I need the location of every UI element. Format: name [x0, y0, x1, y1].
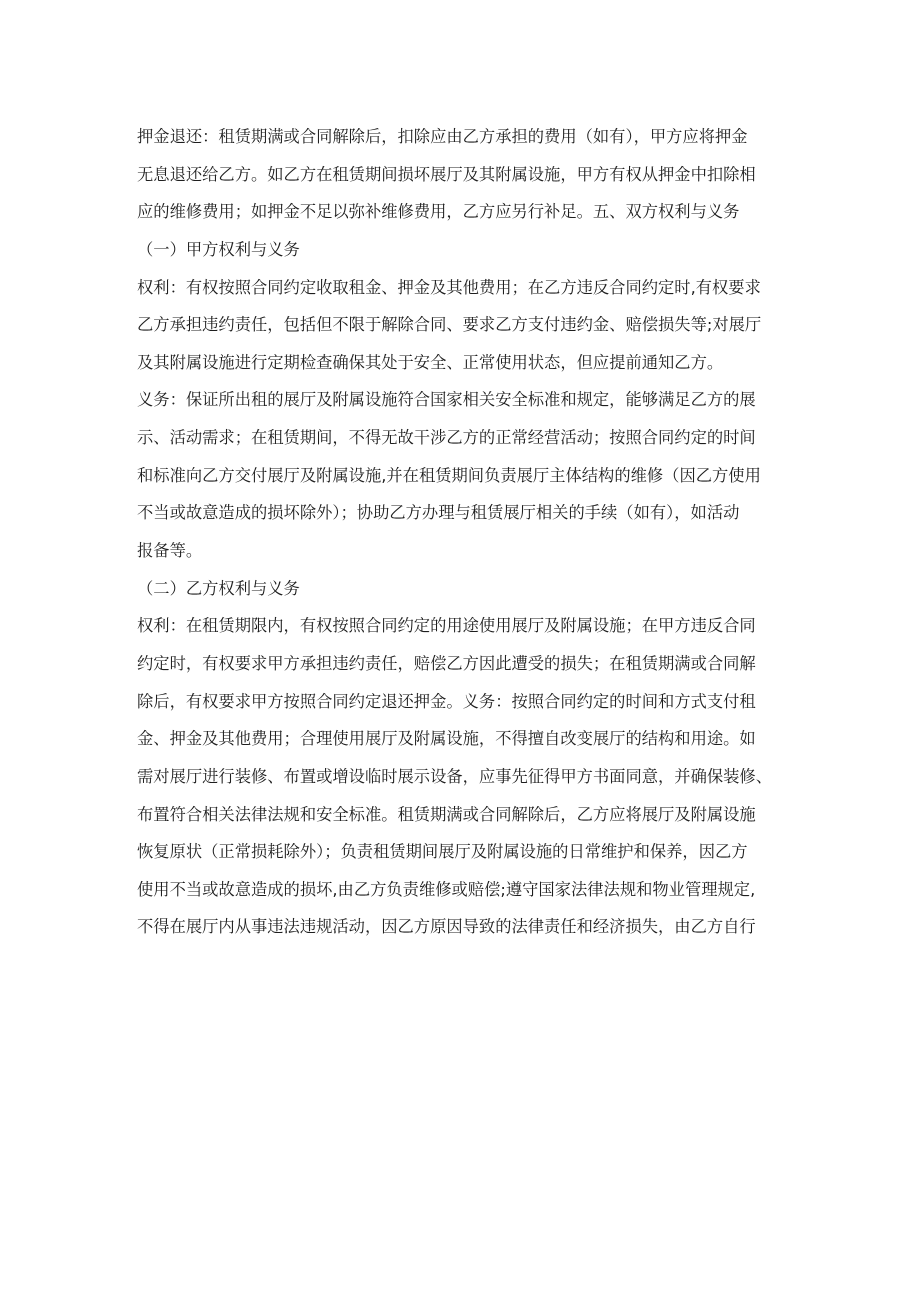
- text-line-21: 使用不当或故意造成的损坏,由乙方负责维修或赔偿;遵守国家法律法规和物业管理规定,: [137, 879, 756, 899]
- text-line-11: 不当或故意造成的损坏除外）；协助乙方办理与租赁展厅相关的手续（如有），如活动: [137, 503, 740, 523]
- text-line-5: 权利：有权按照合同约定收取租金、押金及其他费用；在乙方违反合同约定时,有权要求: [137, 277, 761, 297]
- text-line-2: 无息退还给乙方。如乙方在租赁期间损坏展厅及其附属设施，甲方有权从押金中扣除相: [137, 164, 756, 184]
- text-line-22: 不得在展厅内从事违法违规活动，因乙方原因导致的法律责任和经济损失，由乙方自行: [137, 917, 756, 937]
- text-line-18: 需对展厅进行装修、布置或增设临时展示设备，应事先征得甲方书面同意，并确保装修、: [137, 766, 772, 786]
- text-line-15: 约定时，有权要求甲方承担违约责任，赔偿乙方因此遭受的损失；在租赁期满或合同解: [137, 653, 756, 673]
- section-heading-party-a: （一）甲方权利与义务: [137, 239, 300, 259]
- text-line-3: 应的维修费用；如押金不足以弥补维修费用，乙方应另行补足。五、双方权利与义务: [137, 202, 740, 222]
- text-line-12: 报备等。: [137, 541, 203, 561]
- text-line-19: 布置符合相关法律法规和安全标准。租赁期满或合同解除后，乙方应将展厅及附属设施: [137, 804, 756, 824]
- text-line-14: 权利：在租赁期限内，有权按照合同约定的用途使用展厅及附属设施；在甲方违反合同: [137, 616, 756, 636]
- text-line-17: 金、押金及其他费用；合理使用展厅及附属设施，不得擅自改变展厅的结构和用途。如: [137, 729, 756, 749]
- text-line-6: 乙方承担违约责任，包括但不限于解除合同、要求乙方支付违约金、赔偿损失等;对展厅: [137, 315, 762, 335]
- text-line-9: 示、活动需求；在租赁期间，不得无故干涉乙方的正常经营活动；按照合同约定的时间: [137, 428, 756, 448]
- text-line-16: 除后，有权要求甲方按照合同约定退还押金。义务：按照合同约定的时间和方式支付租: [137, 691, 756, 711]
- text-line-20: 恢复原状（正常损耗除外）；负责租赁期间展厅及附属设施的日常维护和保养，因乙方: [137, 842, 748, 862]
- text-line-8: 义务：保证所出租的展厅及附属设施符合国家相关安全标准和规定，能够满足乙方的展: [137, 390, 756, 410]
- text-line-7: 及其附属设施进行定期检查确保其处于安全、正常使用状态，但应提前通知乙方。: [137, 352, 724, 372]
- text-line-10: 和标准向乙方交付展厅及附属设施,并在租赁期间负责展厅主体结构的维修（因乙方使用: [137, 465, 761, 485]
- section-heading-party-b: （二）乙方权利与义务: [137, 578, 300, 598]
- text-line-1: 押金退还：租赁期满或合同解除后，扣除应由乙方承担的费用（如有），甲方应将押金: [137, 127, 748, 146]
- document-body: [137, 118, 797, 946]
